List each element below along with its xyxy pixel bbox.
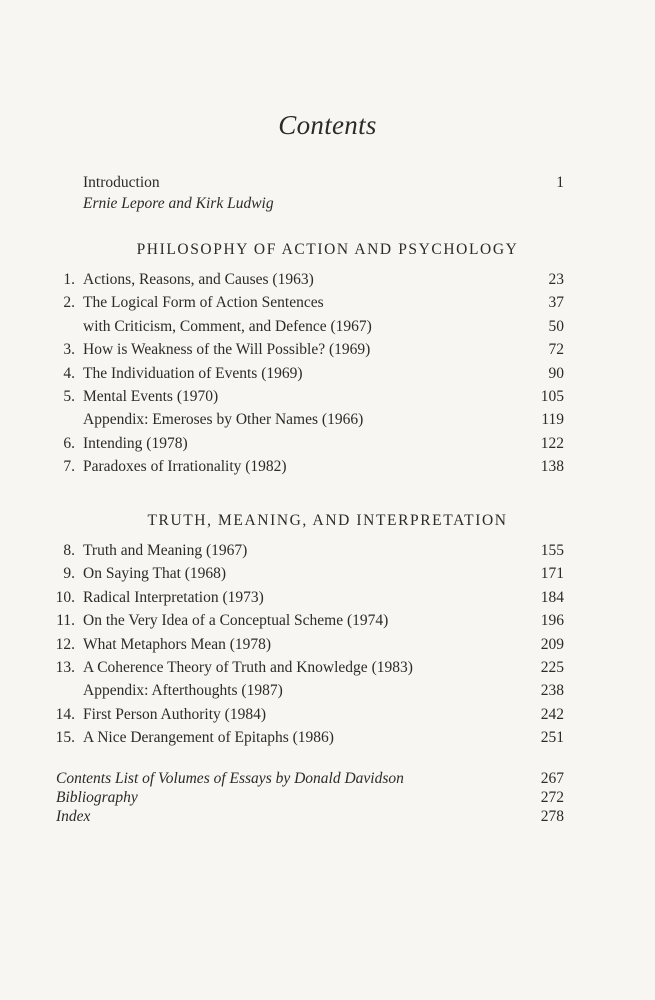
chapter-number: 2. bbox=[63, 294, 75, 312]
chapter-number: 10. bbox=[55, 588, 75, 606]
chapter-number: 5. bbox=[63, 387, 75, 405]
toc-entry bbox=[0, 586, 655, 609]
chapter-title: Intending (1978) bbox=[83, 434, 188, 452]
page-number: 196 bbox=[540, 612, 564, 630]
chapter-number: 6. bbox=[63, 434, 75, 452]
back-matter-label: Contents List of Volumes of Essays by Donald Davidson bbox=[56, 770, 404, 787]
chapter-number: 9. bbox=[63, 565, 75, 583]
chapter-title: Appendix: Afterthoughts (1987) bbox=[83, 682, 283, 700]
page-number: 251 bbox=[540, 729, 564, 747]
section-heading-action: PHILOSOPHY OF ACTION AND PSYCHOLOGY bbox=[136, 241, 519, 258]
back-matter-entry bbox=[56, 769, 564, 788]
page-number: 272 bbox=[540, 789, 564, 806]
toc-entry bbox=[0, 291, 655, 314]
page-number: 90 bbox=[548, 364, 564, 382]
back-matter-entry bbox=[56, 788, 564, 807]
toc-entry bbox=[0, 338, 655, 361]
back-matter-label: Bibliography bbox=[56, 789, 138, 806]
page-number: 209 bbox=[540, 635, 564, 653]
chapter-title: The Logical Form of Action Sentences bbox=[83, 294, 324, 312]
toc-entry bbox=[0, 609, 655, 632]
page-number: 242 bbox=[540, 705, 564, 723]
chapter-title: Actions, Reasons, and Causes (1963) bbox=[83, 271, 314, 288]
page-number: 72 bbox=[548, 341, 564, 359]
toc-entry bbox=[0, 562, 655, 585]
page-title: Contents bbox=[278, 110, 377, 140]
toc-entry bbox=[0, 633, 655, 656]
chapter-number: 8. bbox=[63, 542, 75, 559]
section-heading-truth: TRUTH, MEANING, AND INTERPRETATION bbox=[147, 512, 508, 529]
section-entries-action bbox=[0, 268, 655, 479]
page-number: 50 bbox=[548, 317, 564, 335]
chapter-title: On Saying That (1968) bbox=[83, 565, 227, 583]
chapter-number: 7. bbox=[63, 458, 75, 476]
chapter-title: The Individuation of Events (1969) bbox=[83, 364, 303, 382]
chapter-number: 3. bbox=[63, 341, 75, 359]
back-matter-entry bbox=[56, 807, 564, 826]
page-number: 138 bbox=[540, 458, 564, 476]
chapter-number: 12. bbox=[55, 635, 75, 653]
intro-page-number: 1 bbox=[556, 174, 564, 191]
page-number: 105 bbox=[540, 387, 564, 405]
toc-entry bbox=[0, 362, 655, 385]
toc-entry bbox=[0, 656, 655, 679]
back-matter bbox=[56, 769, 564, 826]
page-number: 225 bbox=[540, 658, 564, 676]
toc-entry bbox=[0, 539, 655, 562]
toc-entry bbox=[0, 385, 655, 408]
chapter-title: On the Very Idea of a Conceptual Scheme (1974) bbox=[83, 612, 389, 630]
chapter-title: with Criticism, Comment, and Defence (1967) bbox=[83, 317, 372, 335]
chapter-number: 14. bbox=[55, 705, 75, 723]
chapter-number: 13. bbox=[55, 658, 75, 676]
toc-entry bbox=[0, 455, 655, 478]
page-number: 184 bbox=[540, 588, 564, 606]
toc-entry bbox=[0, 432, 655, 455]
page-number: 37 bbox=[548, 294, 564, 312]
intro-authors: Ernie Lepore and Kirk Ludwig bbox=[83, 195, 274, 212]
toc-entry bbox=[0, 315, 655, 338]
chapter-title: A Nice Derangement of Epitaphs (1986) bbox=[83, 729, 334, 747]
chapter-title: Radical Interpretation (1973) bbox=[83, 588, 264, 606]
chapter-number: 4. bbox=[63, 364, 75, 382]
toc-entry bbox=[0, 679, 655, 702]
chapter-title: Appendix: Emeroses by Other Names (1966) bbox=[83, 411, 364, 429]
chapter-title: Truth and Meaning (1967) bbox=[83, 542, 248, 559]
toc-entry bbox=[0, 703, 655, 726]
chapter-title: Paradoxes of Irrationality (1982) bbox=[83, 458, 287, 476]
page-number: 267 bbox=[540, 770, 564, 787]
intro-entry bbox=[83, 174, 564, 192]
toc-entry bbox=[0, 268, 655, 291]
chapter-title: What Metaphors Mean (1978) bbox=[83, 635, 272, 653]
page-number: 119 bbox=[541, 411, 564, 429]
chapter-title: Mental Events (1970) bbox=[83, 387, 219, 405]
page-number: 122 bbox=[540, 434, 564, 452]
page-number: 155 bbox=[540, 542, 564, 559]
page-number: 278 bbox=[540, 808, 564, 825]
chapter-title: How is Weakness of the Will Possible? (1969) bbox=[83, 341, 371, 359]
toc-entry bbox=[0, 408, 655, 431]
back-matter-label: Index bbox=[56, 808, 91, 825]
section-entries-truth bbox=[0, 539, 655, 750]
chapter-title: First Person Authority (1984) bbox=[83, 705, 266, 723]
intro-label: Introduction bbox=[83, 174, 160, 191]
chapter-number: 11. bbox=[56, 612, 75, 630]
page-number: 23 bbox=[548, 271, 564, 288]
page-number: 171 bbox=[540, 565, 564, 583]
chapter-number: 1. bbox=[63, 271, 75, 288]
chapter-number: 15. bbox=[55, 729, 75, 747]
page-number: 238 bbox=[540, 682, 564, 700]
toc-entry bbox=[0, 726, 655, 749]
chapter-title: A Coherence Theory of Truth and Knowledge (1983) bbox=[83, 658, 413, 676]
